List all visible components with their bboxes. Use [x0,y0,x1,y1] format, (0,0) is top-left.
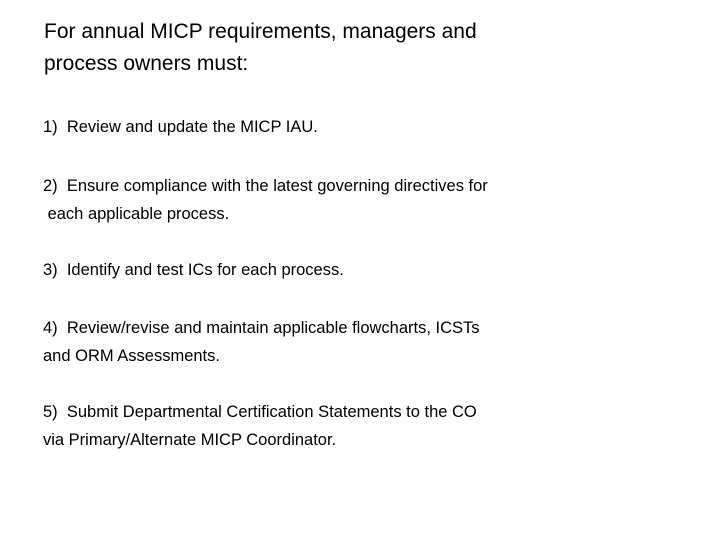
requirement-item-2 [43,172,683,228]
requirement-line: 2) Ensure compliance with the latest governing directives for [43,177,488,195]
requirement-item-3 [43,256,683,284]
intro-line: For annual MICP requirements, managers and [44,20,477,43]
requirement-line: 1) Review and update the MICP IAU. [43,118,318,136]
intro-line: process owners must: [44,52,249,75]
requirement-line: each applicable process. [43,205,230,223]
requirement-line: and ORM Assessments. [43,347,220,365]
requirement-item-5 [43,398,683,454]
requirement-line: 5) Submit Departmental Certification Statements to the CO [43,403,477,421]
requirement-item-1 [43,113,683,141]
requirement-line: 4) Review/revise and maintain applicable flowcharts, ICSTs [43,319,480,337]
intro-heading [44,16,684,80]
requirement-line: 3) Identify and test ICs for each process. [43,261,344,279]
requirement-item-4 [43,314,683,370]
requirement-line: via Primary/Alternate MICP Coordinator. [43,431,337,449]
